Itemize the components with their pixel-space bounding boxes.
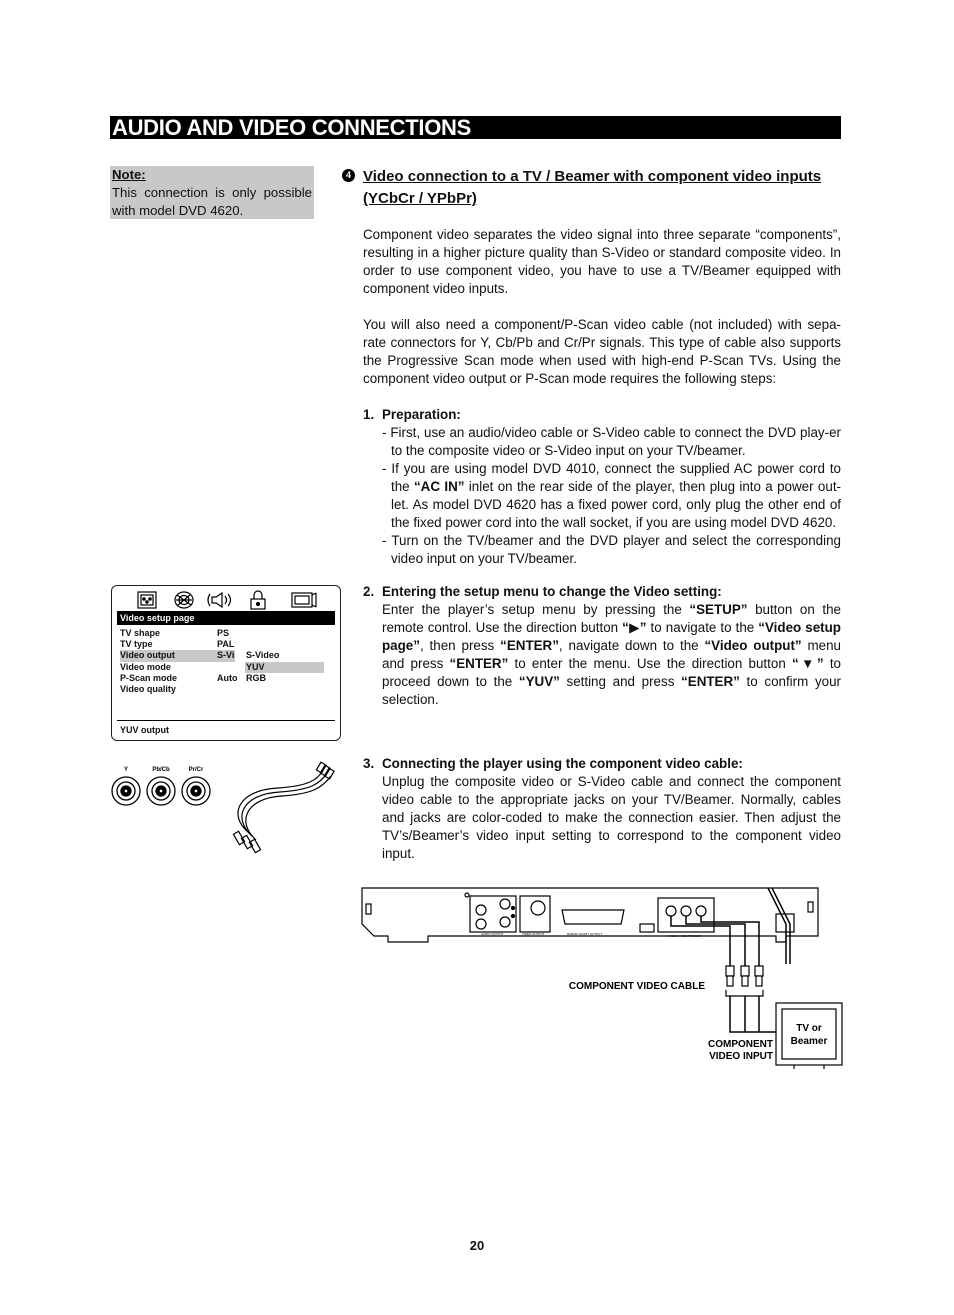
note-box (110, 166, 314, 219)
connection-diagram (358, 884, 846, 1070)
step-heading-text: Entering the setup menu to change the Video setting: (382, 584, 722, 599)
menu-row (120, 628, 330, 639)
component-cable-label: COMPONENT VIDEO CABLE (568, 981, 705, 992)
text-run: to proceed down to the (382, 656, 841, 689)
sound-icon (208, 593, 231, 607)
menu-row (120, 639, 330, 650)
step-text: Unplug the composite video or S-Video cable and connect the component video cable to the appropriate jacks on your TV/Beamer. Normally, cables and jacks are color-coded to make the connection easier. Then adjust the TV’s/Beamer’s video input setting to correspond to the component video input. (382, 774, 841, 861)
menu-header: Video setup page (117, 611, 335, 625)
setup-menu-screen (111, 585, 341, 741)
section-title: Video connection to a TV / Beamer with component video inputs (YCbCr / YPbPr) (363, 168, 822, 207)
text-run: to confirm your selection. (382, 674, 841, 707)
bold-term: “ENTER” (500, 638, 559, 653)
intro-paragraph: Component video separates the video signal into three separate “components”, resulting in a higher picture quality than S-Video or standard composite video. In order to use component video, you have to use a TV/Beamer equipped with component video inputs. (363, 227, 841, 296)
scart-output-label: RGB/AV SCART OUTPUT (567, 932, 603, 936)
bold-term: “▶” (622, 620, 647, 635)
dvd-player-rear-panel (362, 888, 818, 964)
menu-row-label: Video output (120, 650, 175, 661)
menu-row-selected (120, 650, 330, 661)
component-input-label-line1: COMPONENT (708, 1039, 773, 1050)
step-preparation (363, 406, 841, 568)
menu-divider (117, 720, 335, 721)
text-run: Enter the player’s setup menu by pressing the (382, 602, 690, 617)
menu-option-selected: YUV (246, 661, 265, 672)
step-heading-text: Preparation: (382, 407, 461, 422)
video-output-label: VIDEO OUTPUT (522, 932, 545, 936)
bold-term: “▼” (791, 656, 824, 671)
bold-term: “ENTER” (681, 674, 740, 689)
jack-label-pb: Pb/Cb (152, 767, 170, 773)
bold-term: “Video setup page” (382, 620, 841, 653)
menu-row-value: S-Vi (217, 650, 235, 661)
section-heading (342, 166, 842, 210)
jacks-and-cable-illustration (108, 760, 340, 856)
menu-rows (120, 628, 330, 695)
step-connecting (363, 755, 841, 863)
text-run: inlet on the rear side of the player, then plug into a power out-let. As model DVD 4620 has a fixed power cord, only plug the other end of the fixed power cord into the wall socket, if you are using model DVD 4620. (391, 479, 842, 530)
component-cable-lines (671, 916, 759, 966)
text-run: to navigate to the (646, 620, 759, 635)
step-heading (363, 406, 841, 424)
step-item (382, 460, 841, 532)
text-run: menu and press (382, 638, 842, 671)
menu-row-value: PAL (217, 639, 235, 650)
step-number: 3. (363, 756, 375, 771)
menu-row (120, 673, 330, 684)
tv-label-line2: Beamer (790, 1036, 828, 1047)
input-cable-lines (730, 996, 776, 1032)
lock-icon (251, 591, 265, 609)
component-cable-icon (233, 762, 334, 853)
jack-pb (147, 777, 175, 805)
speaker-icon (138, 592, 156, 608)
note-title: Note: (112, 167, 146, 182)
rca-plugs (726, 966, 763, 996)
menu-row-value: Auto (217, 672, 238, 683)
bold-term: “Video output” (704, 638, 802, 653)
text-run: to enter the menu. Use the direction button (508, 656, 792, 671)
cable-paragraph: You will also need a component/P-Scan video cable (not included) with sepa-rate connectors for Y, Cb/Pb and Cr/Pr signals. This type of cable also supports the Progressive Scan mode when used with high-end P-Scan TVs. Using the component video output or P-Scan mode requires the following steps: (363, 317, 841, 386)
bold-term: “AC IN” (413, 479, 465, 494)
monitor-icon (292, 593, 316, 607)
step-heading-text: Connecting the player using the component video cable: (382, 756, 743, 771)
step-text (382, 601, 841, 709)
jack-label-pr: Pr/Cr (188, 767, 204, 773)
menu-row-label: TV shape (120, 628, 161, 638)
text-run: , then press (419, 638, 501, 653)
menu-icon-bar (132, 589, 332, 611)
step-heading (363, 583, 841, 601)
section-number: 4 (342, 169, 355, 182)
menu-option: RGB (246, 672, 266, 683)
text-run: - If you are using model DVD 4010, connect the supplied AC power cord to the (382, 461, 841, 494)
bold-term: “ENTER” (449, 656, 509, 671)
step-item: - Turn on the TV/beamer and the DVD player and select the corresponding video input on your TV/beamer. (382, 533, 841, 566)
bold-term: “SETUP” (689, 602, 748, 617)
text-run: setting and press (559, 674, 682, 689)
page-number: 20 (469, 1238, 485, 1253)
text-run: , navigate down to the (558, 638, 705, 653)
menu-footer: YUV output (120, 725, 169, 735)
note-text: This connection is only possible with model DVD 4620. (112, 185, 312, 218)
component-jacks (112, 777, 210, 805)
menu-row-label: P-Scan mode (120, 672, 178, 683)
bold-term: “YUV” (518, 674, 560, 689)
jack-label-y: Y (123, 767, 129, 773)
page-title: AUDIO AND VIDEO CONNECTIONS (110, 116, 841, 139)
step-setup-menu (363, 583, 841, 709)
menu-row-label: TV type (120, 639, 153, 650)
jack-pr (182, 777, 210, 805)
step-number: 2. (363, 584, 375, 599)
jack-y (112, 777, 140, 805)
tv-label-line1: TV or (796, 1023, 822, 1034)
menu-row (120, 662, 330, 673)
text-run: button on the remote control. Use the direction button (382, 602, 841, 635)
menu-option: S-Video (246, 650, 280, 661)
step-item: - First, use an audio/video cable or S-Video cable to connect the DVD play-er to the composite video or S-Video input on your TV/beamer. (382, 425, 841, 458)
step-heading (363, 755, 841, 773)
menu-row (120, 684, 330, 695)
menu-row-label: Video mode (120, 661, 171, 672)
menu-row-label: Video quality (120, 683, 176, 694)
audio-output-label: AUDIO OUTPUT (481, 932, 504, 936)
disc-icon (175, 592, 193, 608)
pscan-output-label: P-SCAN / COMPONENT (668, 934, 702, 938)
component-input-label-line2: VIDEO INPUT (709, 1051, 773, 1062)
step-number: 1. (363, 407, 375, 422)
menu-row-value: PS (217, 628, 230, 638)
